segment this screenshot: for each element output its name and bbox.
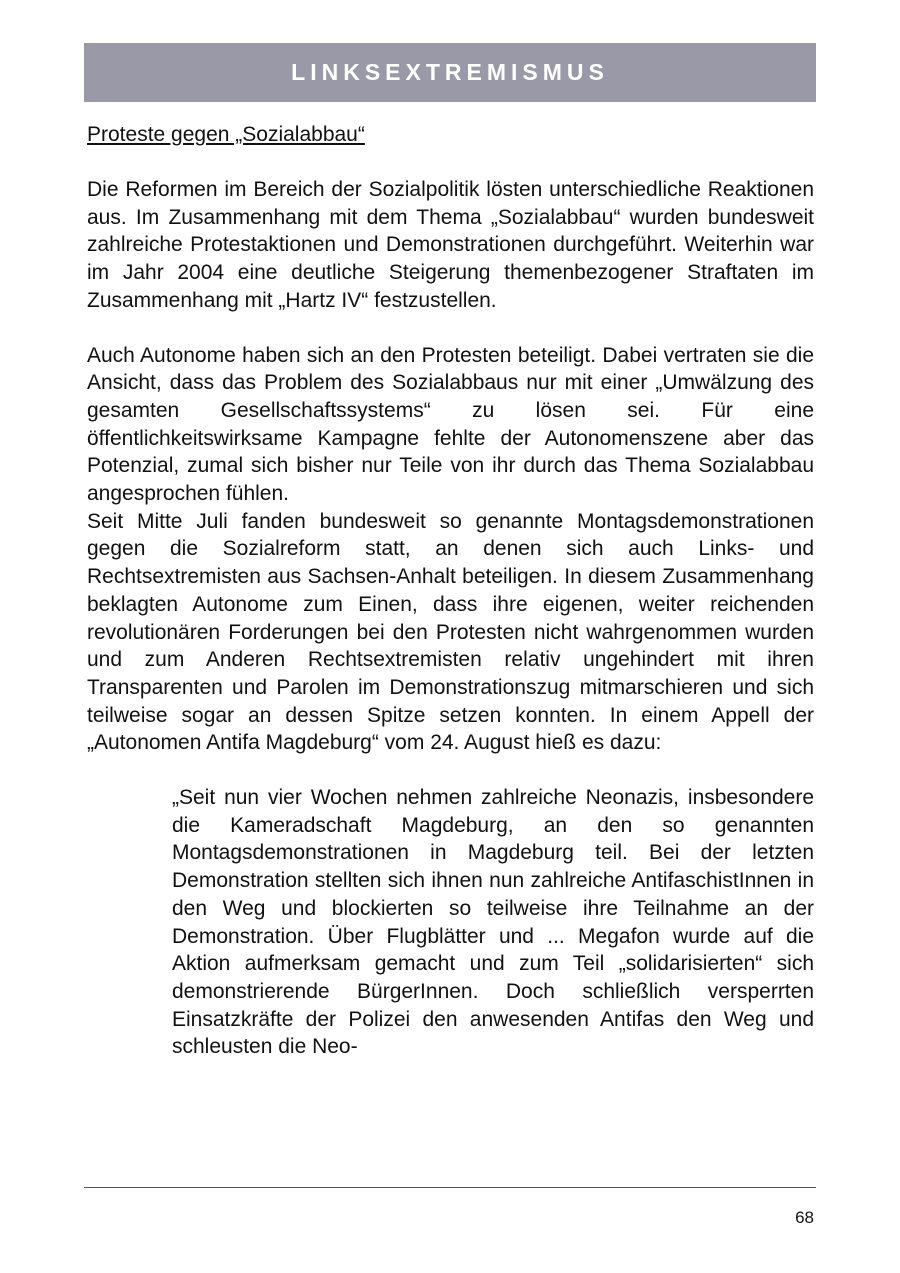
paragraph: Die Reformen im Bereich der Sozialpolitik lösten unterschiedliche Reaktionen aus. Im Zusammenhang mit dem Thema „Sozialabbau“ wurden bundesweit zahlreiche Protestaktionen und Demonstrationen durchgeführt. Weiterhin war im Jahr 2004 eine deutliche Steigerung themenbezogener Straftaten im Zusammenhang mit „Hartz IV“ festzustellen. <box>87 178 814 312</box>
paragraph: Auch Autonome haben sich an den Protesten beteiligt. Dabei vertraten sie die Ansicht, dass das Problem des Sozialabbaus nur mit einer „Umwälzung des gesamten Gesellschaftssystems“ zu lösen sei. Für eine öffentlichkeitswirksame Kampagne fehlte der Autonomenszene aber das Potenzial, zumal sich bisher nur Teile von ihr durch das Thema Sozialabbau angesprochen fühlen. <box>87 343 814 506</box>
section-heading: Proteste gegen „Sozialabbau“ <box>87 123 365 146</box>
document-body <box>87 121 814 1061</box>
page-number: 68 <box>795 1208 814 1227</box>
paragraph-gap <box>87 315 814 342</box>
paragraph: Seit Mitte Juli fanden bundesweit so genannte Montagsdemonstrationen gegen die Sozialreform statt, an denen sich auch Links- und Rechtsextremisten aus Sachsen-Anhalt beteiligen. In diesem Zusammenhang beklagten Autonome zum Einen, dass ihre eigenen, weiter reichenden revolutionären Forderungen bei den Protesten nicht wahrgenommen wurden und zum Anderen Rechtsextremisten relativ ungehindert mit ihren Transparenten und Parolen im Demonstrationszug mitmarschieren und sich teilweise sogar an dessen Spitze setzen konnten. In einem Appell der „Autonomen Antifa Magdeburg“ vom 24. August hieß es dazu: <box>87 509 814 755</box>
header-bar <box>84 43 816 102</box>
block-quote: „Seit nun vier Wochen nehmen zahlreiche Neonazis, insbesondere die Kameradschaft Magdeburg, an den so genannten Montagsdemonstrationen in Magdeburg teil. Bei der letzten Demonstration stellten sich ihnen nun zahlreiche AntifaschistInnen in den Weg und blockierten so teilweise ihre Teilnahme an der Demonstration. Über Flugblätter und ... Megafon wurde auf die Aktion aufmerksam gemacht und zum Teil „solidarisierten“ sich demonstrierende BürgerInnen. Doch schließlich versperrten Einsatzkräfte der Polizei den anwesenden Antifas den Weg und schleusten die Neo- <box>172 786 814 1059</box>
page-title: LINKSEXTREMISMUS <box>291 59 609 85</box>
footer-divider <box>84 1187 816 1188</box>
